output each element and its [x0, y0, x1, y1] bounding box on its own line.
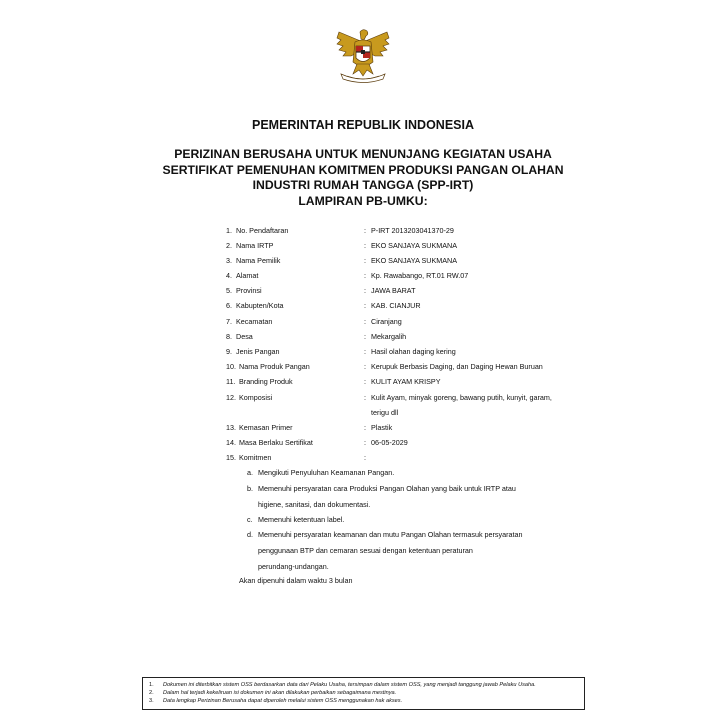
- field-label: Desa: [236, 332, 253, 341]
- commitment-line: Memenuhi persyaratan keamanan dan mutu Pangan Olahan termasuk persyaratan: [258, 530, 523, 539]
- field-value: Ciranjang: [371, 317, 402, 326]
- footnote-text: Data lengkap Perizinan Berusaha dapat diperoleh melalui sistem OSS menggunakan hak akses.: [163, 698, 403, 704]
- commitment-line: higiene, sanitasi, dan dokumentasi.: [258, 500, 371, 509]
- commitment-letter: a.: [247, 468, 253, 477]
- field-label: Komposisi: [239, 393, 273, 402]
- field-value: JAWA BARAT: [371, 286, 416, 295]
- field-value: 06-05-2029: [371, 438, 408, 447]
- field-number: 6.: [226, 301, 232, 310]
- footnote-number: 2.: [149, 690, 154, 696]
- field-colon: :: [364, 393, 366, 402]
- field-number: 14.: [226, 438, 236, 447]
- field-row: [0, 224, 726, 238]
- commitment-item: [247, 513, 567, 527]
- field-value: KULIT AYAM KRISPY: [371, 377, 441, 386]
- field-number: 3.: [226, 256, 232, 265]
- field-number: 4.: [226, 271, 232, 280]
- field-row: [0, 375, 726, 389]
- field-row: [0, 330, 726, 344]
- field-label: Nama Pemilik: [236, 256, 281, 265]
- field-colon: :: [364, 377, 366, 386]
- field-colon: :: [364, 423, 366, 432]
- field-label: Provinsi: [236, 286, 262, 295]
- footnote-number: 3.: [149, 698, 154, 704]
- field-label: Kabupten/Kota: [236, 301, 284, 310]
- footnote-number: 1.: [149, 682, 154, 688]
- field-colon: :: [364, 362, 366, 371]
- commitment-item: [247, 466, 567, 480]
- field-label: Nama Produk Pangan: [239, 362, 310, 371]
- field-row: [0, 254, 726, 268]
- field-number: 8.: [226, 332, 232, 341]
- field-colon: :: [364, 271, 366, 280]
- title-line: INDUSTRI RUMAH TANGGA (SPP-IRT): [252, 178, 474, 192]
- commitment-letter: c.: [247, 515, 253, 524]
- field-number: 15.: [226, 453, 236, 462]
- commitment-line: penggunaan BTP dan cemaran sesuai dengan ketentuan peraturan: [258, 546, 473, 555]
- field-label: Alamat: [236, 271, 259, 280]
- title-line: LAMPIRAN PB-UMKU:: [298, 193, 428, 208]
- field-colon: :: [364, 256, 366, 265]
- field-value: Kp. Rawabango, RT.01 RW.07: [371, 271, 469, 280]
- field-colon: :: [364, 286, 366, 295]
- commitment-item: [247, 528, 567, 574]
- title-line: PERIZINAN BERUSAHA UNTUK MENUNJANG KEGIATAN USAHA: [174, 147, 552, 161]
- closing-note: Akan dipenuhi dalam waktu 3 bulan: [239, 576, 353, 585]
- field-row: [0, 269, 726, 283]
- field-value: EKO SANJAYA SUKMANA: [371, 256, 458, 265]
- field-row: [0, 299, 726, 313]
- field-value: Hasil olahan daging kering: [371, 347, 456, 356]
- title-line: SERTIFIKAT PEMENUHAN KOMITMEN PRODUKSI PANGAN OLAHAN: [162, 162, 564, 177]
- commitment-line: perundang-undangan.: [258, 562, 329, 571]
- field-label: Branding Produk: [239, 377, 293, 386]
- field-row: [0, 315, 726, 329]
- government-heading: PEMERINTAH REPUBLIK INDONESIA: [251, 118, 474, 132]
- field-colon: :: [364, 226, 366, 235]
- field-colon: :: [364, 301, 366, 310]
- field-label: Kecamatan: [236, 317, 273, 326]
- field-label: Masa Berlaku Sertifikat: [239, 438, 313, 447]
- commitment-line: Memenuhi persyaratan cara Produksi Pangan Olahan yang baik untuk IRTP atau: [258, 484, 516, 493]
- commitment-letter: b.: [247, 484, 253, 493]
- field-value: Plastik: [371, 423, 393, 432]
- field-number: 12.: [226, 393, 236, 402]
- field-row: [0, 391, 726, 405]
- commitment-item: [247, 482, 567, 512]
- field-label: Jenis Pangan: [236, 347, 280, 356]
- field-label: Nama IRTP: [236, 241, 274, 250]
- field-row: [0, 345, 726, 359]
- field-value: KAB. CIANJUR: [371, 301, 421, 310]
- field-value: Mekargalih: [371, 332, 407, 341]
- field-number: 9.: [226, 347, 232, 356]
- field-row: [0, 451, 726, 465]
- field-number: 1.: [226, 226, 232, 235]
- field-row: [0, 239, 726, 253]
- field-number: 10.: [226, 362, 236, 371]
- field-row: [0, 360, 726, 374]
- field-value: EKO SANJAYA SUKMANA: [371, 241, 458, 250]
- footnote-text: Dokumen ini diterbitkan sistem OSS berdasarkan data dari Pelaku Usaha, tersimpan dalam sistem OSS, yang menjadi tanggung jawab Pelaku Usaha.: [163, 682, 536, 688]
- field-value: Kerupuk Berbasis Daging, dan Daging Hewan Buruan: [371, 362, 543, 371]
- field-colon: :: [364, 438, 366, 447]
- field-value: P-IRT 2013203041370-29: [371, 226, 454, 235]
- field-number: 13.: [226, 423, 236, 432]
- field-label: No. Pendaftaran: [236, 226, 289, 235]
- field-number: 7.: [226, 317, 232, 326]
- field-number: 2.: [226, 241, 232, 250]
- field-row: [0, 284, 726, 298]
- field-colon: :: [364, 347, 366, 356]
- field-row: [0, 436, 726, 450]
- commitment-line: Memenuhi ketentuan label.: [258, 515, 345, 524]
- field-colon: :: [364, 241, 366, 250]
- field-number: 5.: [226, 286, 232, 295]
- field-colon: :: [364, 317, 366, 326]
- commitment-line: Mengikuti Penyuluhan Keamanan Pangan.: [258, 468, 395, 477]
- field-value: terigu dll: [371, 408, 399, 417]
- commitment-letter: d.: [247, 530, 253, 539]
- field-label: Komitmen: [239, 453, 272, 462]
- field-row: [0, 421, 726, 435]
- field-label: Kemasan Primer: [239, 423, 293, 432]
- field-number: 11.: [226, 377, 236, 386]
- field-colon: :: [364, 332, 366, 341]
- footnote-box: [142, 677, 585, 710]
- field-value: Kulit Ayam, minyak goreng, bawang putih, kunyit, garam,: [371, 393, 552, 402]
- field-row-continued: [0, 406, 726, 420]
- field-colon: :: [364, 453, 366, 462]
- footnote-text: Dalam hal terjadi kekeliruan isi dokumen ini akan dilakukan perbaikan sebagaimana mestinya.: [163, 690, 397, 696]
